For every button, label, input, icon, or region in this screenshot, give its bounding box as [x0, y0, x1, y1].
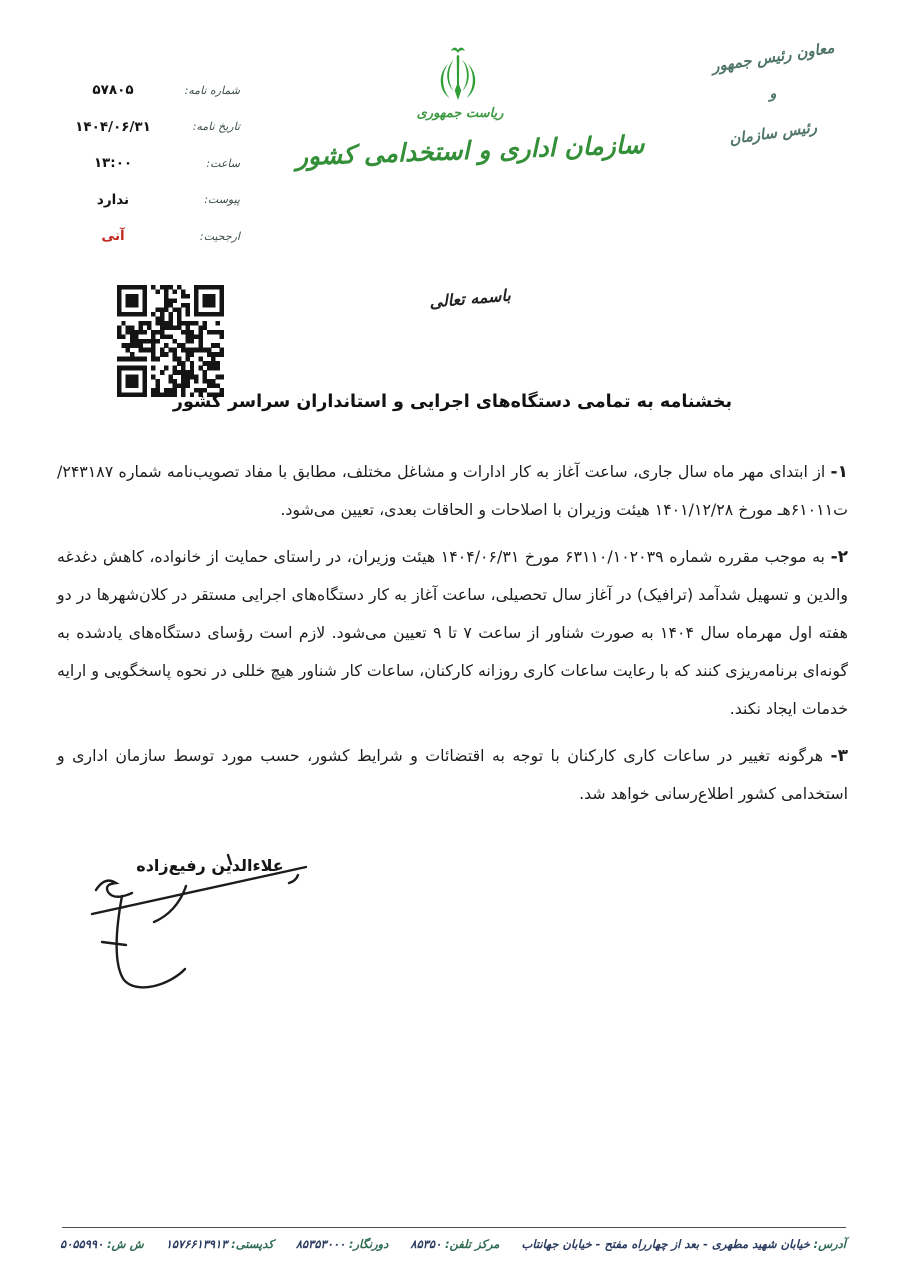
paragraph-2-text: به موجب مقرره شماره ۶۳۱۱۰/۱۰۲۰۳۹ مورخ ۱۴۰۴/۰۶/۳۱ هیئت وزیران، در راستای حمایت از خانواده، کاهش دغدغه والدین و تسهیل شدآمد (ترافیک) در آغاز سال تحصیلی، ساعت آغاز به کار دستگاه‌های اجرایی مستقر در کلان‌شهرها در دو هفته اول مهرماه سال ۱۴۰۴ به صورت شناور از ساعت ۷ تا ۹ تعیین می‌شود. لازم است رؤسای دستگاه‌های یادشده به گونه‌ای برنامه‌ریزی کنند که با رعایت ساعات کاری روزانه کارکنان، ساعات کار شناور هیچ خللی در نحوه پاسخگویی و ارایه خدمات ایجاد نکند. [57, 547, 848, 718]
footer-postal-label: کدپستی: [231, 1237, 274, 1251]
footer-phone-label: مرکز تلفن: [444, 1237, 500, 1251]
meta-label-number: شماره نامه: [184, 83, 240, 97]
paragraph-1-text: از ابتدای مهر ماه سال جاری، ساعت آغاز به کار ادارات و مشاغل مختلف، مطابق با مفاد تصویب‌نامه شماره ۲۴۳۱۸۷/ت۶۱۰۱۱هـ مورخ ۱۴۰۱/۱۲/۲۸ هیئت وزیران با اصلاحات و الحاقات بعدی، تعیین می‌شود. [57, 462, 848, 519]
meta-value-date: ۱۴۰۴/۰۶/۳۱ [75, 118, 151, 135]
official-role-line1: معاون رئیس جمهور [710, 38, 836, 76]
footer-postal-value: ۱۵۷۶۶۱۳۹۱۳ [165, 1237, 228, 1251]
paragraph-1-number: ۱- [830, 462, 848, 482]
footer-divider [62, 1227, 846, 1228]
letter-meta-block [58, 72, 240, 255]
meta-row-number [58, 72, 240, 109]
paragraph-2 [57, 538, 848, 728]
meta-value-number: ۵۷۸۰۵ [92, 82, 134, 99]
meta-label-time: ساعت: [206, 156, 240, 170]
footer-address-value: خیابان شهید مطهری - بعد از چهارراه مفتح - خیابان جهانتاب [521, 1237, 810, 1251]
meta-label-date: تاریخ نامه: [192, 120, 240, 134]
meta-label-priority: ارجحیت: [199, 229, 240, 243]
subject-title: بخشنامه به تمامی دستگاه‌های اجرایی و استانداران سراسر کشور [172, 392, 733, 412]
signature-name: علاءالدین رفیع‌زاده [136, 856, 284, 875]
official-role-block [678, 38, 868, 149]
meta-row-time [58, 145, 240, 182]
footer-serial-value: ۵۰۵۵۹۹۰ [60, 1237, 104, 1251]
paragraph-1 [57, 453, 848, 529]
letter-body [57, 392, 848, 822]
footer-phone-value: ۸۵۳۵۰ [410, 1237, 442, 1251]
footer-fax-label: دورنگار: [348, 1237, 389, 1251]
organization-title: سازمان اداری و استخدامی کشور [295, 129, 645, 172]
paragraph-2-number: ۲- [830, 547, 849, 567]
meta-row-priority [58, 218, 240, 255]
meta-row-date [58, 109, 240, 146]
footer [60, 1237, 846, 1251]
paragraph-3-text: هرگونه تغییر در ساعات کاری کارکنان با توجه به اقتضائات و شرایط کشور، حسب مورد توسط سازمان اداری و استخدامی کشور اطلاع‌رسانی خواهد شد. [57, 746, 848, 803]
meta-value-time: ۱۳:۰۰ [93, 155, 133, 172]
meta-row-attachment [58, 182, 240, 219]
footer-fax-value: ۸۵۳۵۳۰۰۰ [295, 1237, 346, 1251]
footer-serial [60, 1237, 144, 1251]
handwritten-signature [66, 846, 326, 1020]
footer-serial-label: ش ش: [106, 1237, 144, 1251]
footer-address [522, 1237, 846, 1251]
footer-phone [410, 1237, 499, 1251]
meta-label-attachment: پیوست: [204, 193, 240, 207]
footer-fax [296, 1237, 389, 1251]
paragraph-3-number: ۳- [830, 746, 848, 766]
iran-emblem-icon [437, 44, 479, 102]
official-role-conjunction: و [769, 86, 777, 102]
meta-value-priority: آنی [101, 228, 125, 245]
presidency-title: ریاست جمهوری [416, 106, 504, 121]
footer-address-label: آدرس: [813, 1237, 846, 1251]
footer-postal-code [166, 1237, 274, 1251]
official-role-line2: رئیس سازمان [728, 117, 818, 149]
qr-code [117, 285, 224, 397]
paragraph-3 [57, 737, 848, 813]
bismillah-text: باسمه تعالی [428, 285, 512, 312]
meta-value-attachment: ندارد [96, 191, 130, 208]
